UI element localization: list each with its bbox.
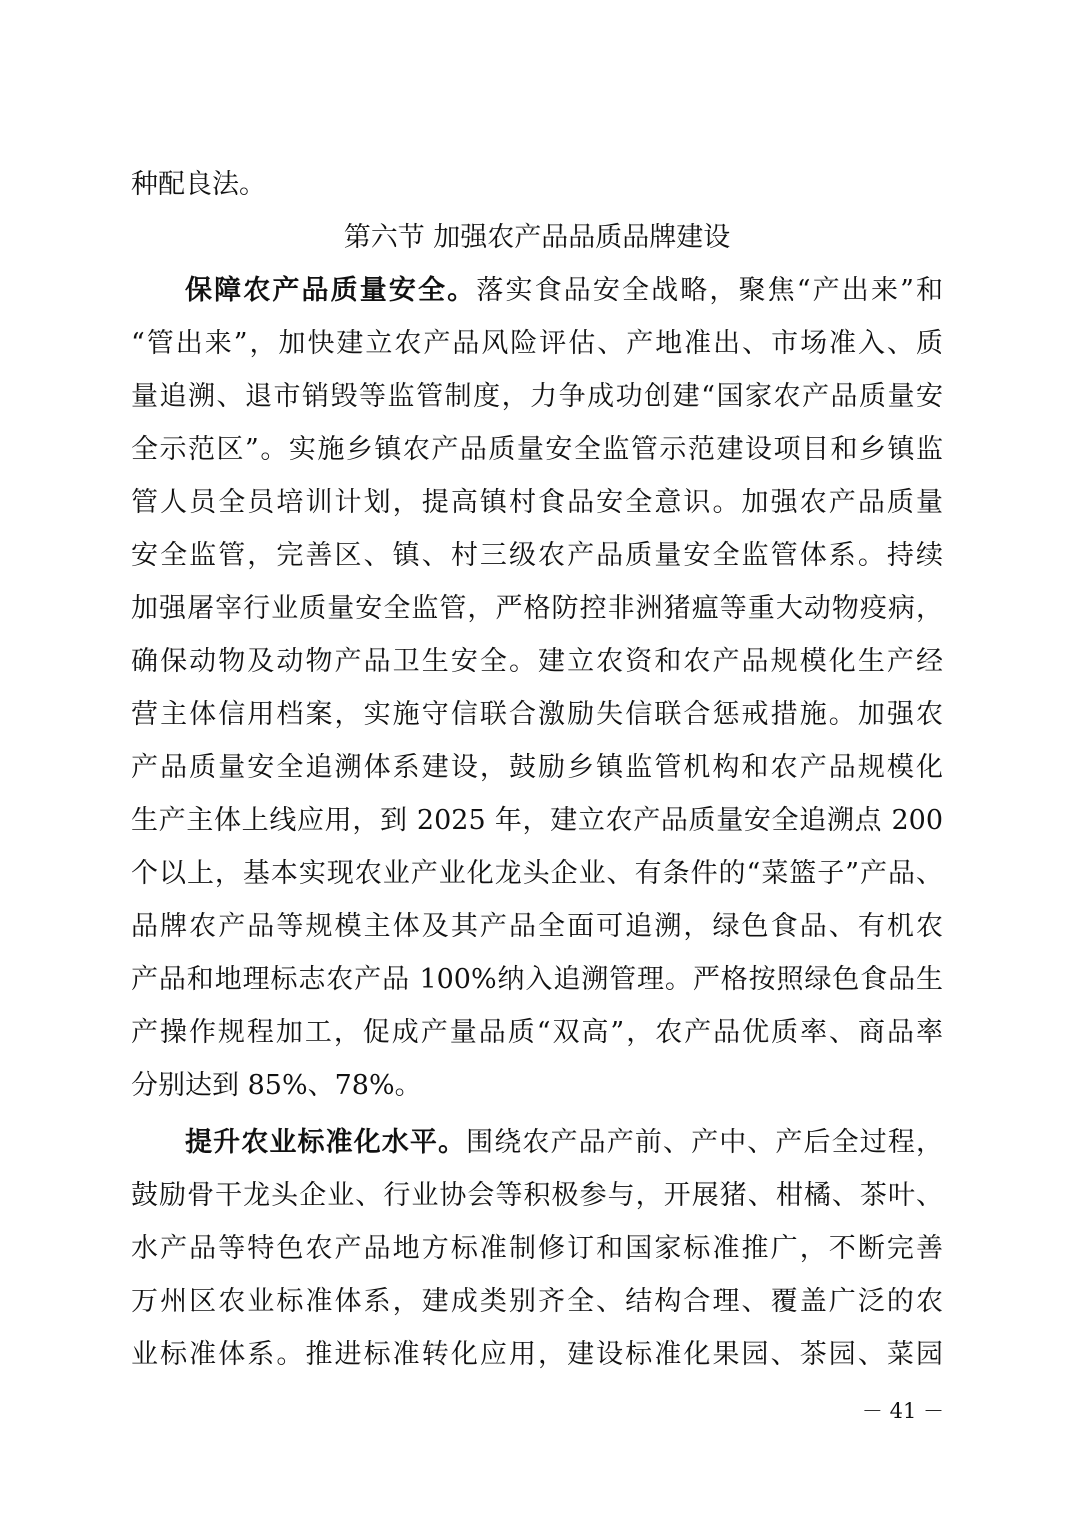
paragraph-line: 分别达到 85%、78%。 xyxy=(131,1070,422,1101)
paragraph-line: 确保动物及动物产品卫生安全。建立农资和农产品规模化生产经 xyxy=(131,646,943,677)
paragraph-line: 加强屠宰行业质量安全监管，严格防控非洲猪瘟等重大动物疫病， xyxy=(131,593,943,624)
paragraph-line: 鼓励骨干龙头企业、行业协会等积极参与，开展猪、柑橘、茶叶、 xyxy=(131,1180,943,1211)
paragraph-line: “管出来”，加快建立农产品风险评估、产地准出、市场准入、质 xyxy=(131,328,943,359)
paragraph-line: 水产品等特色农产品地方标准制修订和国家标准推广，不断完善 xyxy=(131,1233,943,1264)
paragraph-text: 围绕农产品产前、产中、产后全过程， xyxy=(466,1127,944,1158)
paragraph-line: 品牌农产品等规模主体及其产品全面可追溯，绿色食品、有机农 xyxy=(131,911,943,942)
paragraph-line: 量追溯、退市销毁等监管制度，力争成功创建“国家农产品质量安 xyxy=(131,381,943,412)
paragraph-line xyxy=(131,1116,943,1169)
paragraph-lead-title: 提升农业标准化水平。 xyxy=(185,1127,467,1158)
intro-line: 种配良法。 xyxy=(131,169,266,200)
paragraph-text: 落实食品安全战略，聚焦“产出来”和 xyxy=(476,275,944,306)
paragraph-line: 产品质量安全追溯体系建设，鼓励乡镇监管机构和农产品规模化 xyxy=(131,752,943,783)
paragraph-line: 万州区农业标准体系，建成类别齐全、结构合理、覆盖广泛的农 xyxy=(131,1286,943,1317)
page-number: － 41 － xyxy=(861,1399,944,1423)
paragraph-line: 产操作规程加工，促成产量品质“双高”，农产品优质率、商品率 xyxy=(131,1017,943,1048)
paragraph-line: 生产主体上线应用，到 2025 年，建立农产品质量安全追溯点 200 xyxy=(131,805,943,836)
paragraph-line: 产品和地理标志农产品 100%纳入追溯管理。严格按照绿色食品生 xyxy=(131,964,943,995)
paragraph-quality-safety xyxy=(131,264,943,1112)
paragraph-lead-title: 保障农产品质量安全。 xyxy=(185,275,477,306)
document-page xyxy=(131,158,943,1381)
paragraph-line xyxy=(131,264,943,317)
paragraph-line: 业标准体系。推进标准转化应用，建设标准化果园、茶园、菜园 xyxy=(131,1339,943,1370)
paragraph-line: 安全监管，完善区、镇、村三级农产品质量安全监管体系。持续 xyxy=(131,540,943,571)
paragraph-line: 管人员全员培训计划，提高镇村食品安全意识。加强农产品质量 xyxy=(131,487,943,518)
paragraph-line: 营主体信用档案，实施守信联合激励失信联合惩戒措施。加强农 xyxy=(131,699,943,730)
paragraph-line: 全示范区”。实施乡镇农产品质量安全监管示范建设项目和乡镇监 xyxy=(131,434,943,465)
section-heading: 第六节 加强农产品品质品牌建设 xyxy=(343,222,731,253)
paragraph-standardization xyxy=(131,1116,943,1381)
paragraph-line: 个以上，基本实现农业产业化龙头企业、有条件的“菜篮子”产品、 xyxy=(131,858,943,889)
